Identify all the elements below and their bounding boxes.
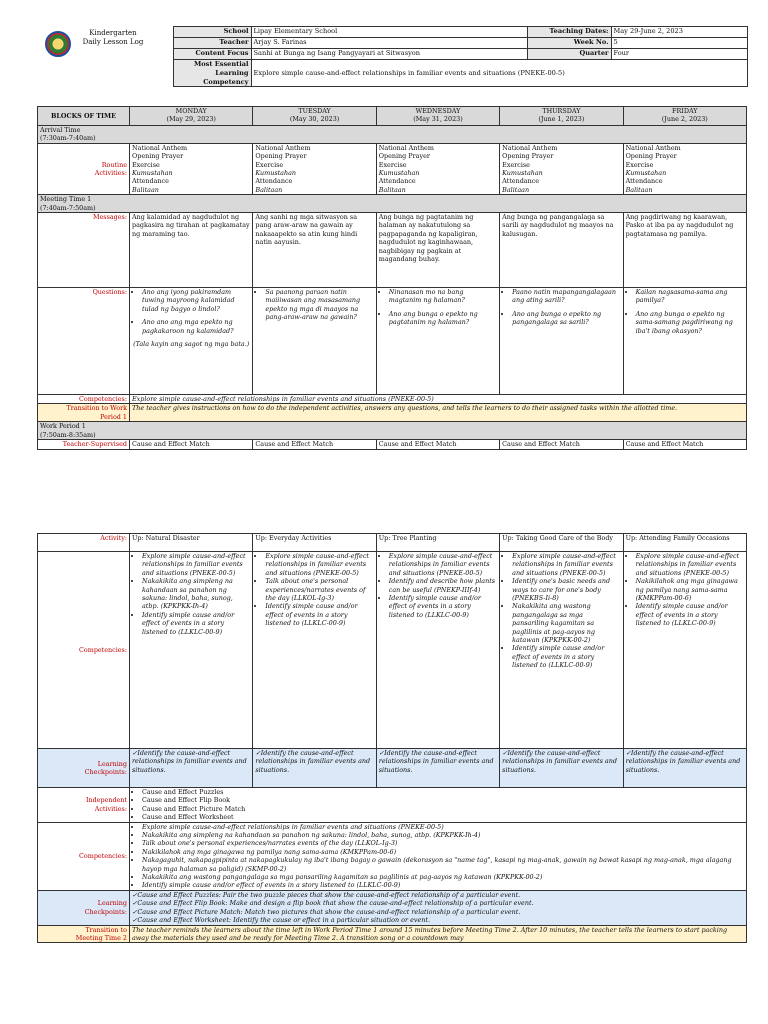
dates-label: Teaching Dates: <box>527 27 611 38</box>
questions-thursday: • Paano natin mapangangalagaan ang ating sarili? • Ano ang bunga o epekto ng pangangalaga sa sarili? <box>500 288 623 395</box>
transition-meeting-label: Transition to Meeting Time 2 <box>38 925 130 943</box>
meeting-time-1-row: Meeting Time 1 (7:40am-7:50am) <box>38 195 747 213</box>
questions-tuesday: • Sa paanong paraan natin maiiiwasan ang masasamang epekto ng mga di maayos na pang-araw-araw na gawain? <box>253 288 376 395</box>
page-title: Kindergarten Daily Lesson Log <box>82 28 144 46</box>
week-label: Week No. <box>527 38 611 49</box>
day-competencies-label: Competencies: <box>38 552 130 749</box>
messages-label: Messages: <box>38 213 130 288</box>
routine-label: Routine Activities: <box>38 143 130 194</box>
all-competencies-list: • Explore simple cause-and-effect relationships in familiar events and situations (PNEKE-00-5) • Nakakikita ang simpleng na kahandaan sa panahon ng sakuna: lindol, baha, sunog, atbp. (KPKPKK-Ih-4) • Talk about one's personal experiences/narrates events of the day (LLKOL-Ig-3) • Nakikilahok ang mga ginagawa ng pamilya nang sama-sama (KMKPPam-00-6) • Nakagaguhit, nakapagpipinta at nakapagkukulay ng iba't ibang bagay o gawain (dekorasyon sa "name tag", kasapi ng mag-anak, gawain ng bawat kasapi ng mag-anak, mga alagang hayop mga halaman sa paligid) (SKMP-00-2) • Nakakikita ang wastong pangangalaga sa mga pansariling kagamitan sa paglilinis at pag-aayos ng katawan (KPKPKK-00-2) • Identify simple cause and/or effect of events in a story listened to (LLKLC-00-9) <box>130 822 747 890</box>
activity-tuesday: Up: Everyday Activities <box>253 534 376 552</box>
school-label: School <box>173 27 251 38</box>
quarter-value: Four <box>611 49 747 60</box>
quarter-label: Quarter <box>527 49 611 60</box>
content-focus-label: Content Focus <box>173 49 251 60</box>
day-header-thursday: THURSDAY (June 1, 2023) <box>500 107 623 126</box>
melc-label: Most Essential Learning Competency <box>173 60 251 87</box>
activity-wednesday: Up: Tree Planting <box>376 534 499 552</box>
questions-monday: • Ano ang iyong pakiramdam tuwing mayroong kalamidad tulad ng bagyo o lindol? • Ano ano ang mga epekto ng pagkakaroon ng kalamidad? (Tala kayin ang sagot ng mga bata.) <box>130 288 253 395</box>
checkpoint-monday: ✓ Identify the cause-and-effect relationships in familiar events and situations. <box>130 749 253 788</box>
activity-thursday: Up: Taking Good Care of the Body <box>500 534 623 552</box>
teacher-label: Teacher <box>173 38 251 49</box>
header-table <box>37 26 748 87</box>
message-thursday: Ang bunga ng pangangalaga sa sarili ay nagdudulot ng maayos na kalusugan. <box>500 213 623 288</box>
all-checkpoints-list: ✓ Cause and Effect Puzzles: Pair the two puzzle pieces that show the cause-and-effect relationship of a particular event. ✓ Cause and Effect Flip Book: Make and design a flip book that show the cause-and-effect relationship of a particular event. ✓ Cause and Effect Picture Match: Match two pictures that show the cause-and-effect relationship of a particular event. ✓ Cause and Effect Worksheet: Identify the cause or effect in a particular situation or event. <box>130 890 747 925</box>
routine-cell: National Anthem Opening Prayer Exercise Kumustahan Attendance Balitaan <box>623 143 746 194</box>
teacher-supervised-label: Teacher-Supervised <box>38 440 130 449</box>
week-value: 5 <box>611 38 747 49</box>
checkpoint-wednesday: ✓ Identify the cause-and-effect relationships in familiar events and situations. <box>376 749 499 788</box>
message-friday: Ang pagdiriwang ng kaarawan, Pasko at iba pa ay nagdudulot ng pagtatamasa ng pamilya. <box>623 213 746 288</box>
competencies-text: Explore simple cause-and-effect relationships in familiar events and situations (PNEKE-00-5) <box>130 395 747 404</box>
questions-label: Questions: <box>38 288 130 395</box>
teacher-supervised-cell: Cause and Effect Match <box>500 440 623 449</box>
activity-label: Activity: <box>38 534 130 552</box>
day-header-wednesday: WEDNESDAY (May 31, 2023) <box>376 107 499 126</box>
school-value: Lipay Elementary School <box>251 27 527 38</box>
checkpoint-tuesday: ✓ Identify the cause-and-effect relationships in familiar events and situations. <box>253 749 376 788</box>
day-checkpoints-label: Learning Checkpoints: <box>38 749 130 788</box>
melc-value: Explore simple cause-and-effect relationships in familiar events and situations (PNEKE-00-5) <box>251 60 747 87</box>
activity-monday: Up: Natural Disaster <box>130 534 253 552</box>
day-header-friday: FRIDAY (June 2, 2023) <box>623 107 746 126</box>
arrival-time-row: Arrival Time (7:30am-7:40am) <box>38 126 747 144</box>
transition-work-text: The teacher gives instructions on how to do the independent activities, answers any questions, and tells the learners to do their assigned tasks within the allotted time. <box>130 404 747 422</box>
competencies-thursday: • Explore simple cause-and-effect relationships in familiar events and situations (PNEKE-00-5) • Identify one's basic needs and ways to care for one's body (PNEKBS-Ii-8) • Nakakikita ang wastong pangangalaga sa mga pansariling kagamitan sa paglilinis at pag-aayos ng katawan (KPKPKK-00-2) • Identify simple cause and/or effect of events in a story listened to (LLKLC-00-9) <box>500 552 623 749</box>
questions-friday: • Kailan nagsasama-sama ang pamilya? • Ano ang bunga o epekto ng sama-samang pagdiriwang ng iba't ibang okasyon? <box>623 288 746 395</box>
checkpoint-friday: ✓ Identify the cause-and-effect relationships in familiar events and situations. <box>623 749 746 788</box>
content-focus-value: Sanhi at Bunga ng Isang Pangyayari at Sitwasyon <box>251 49 527 60</box>
competencies-tuesday: • Explore simple cause-and-effect relationships in familiar events and situations (PNEKE-00-5) • Talk about one's personal experiences/narrates events of the day (LLKOL-Ig-3) • Identify simple cause and/or effect of events in a story listened to (LLKLC-00-9) <box>253 552 376 749</box>
competencies-wednesday: • Explore simple cause-and-effect relationships in familiar events and situations (PNEKE-00-5) • Identify and describe how plants can be useful (PNEKP-IIIf-4) • Identify simple cause and/or effect of events in a story listened to (LLKLC-00-9) <box>376 552 499 749</box>
competencies-label: Competencies: <box>38 395 130 404</box>
all-competencies-label: Competencies: <box>38 822 130 890</box>
dates-value: May 29-June 2, 2023 <box>611 27 747 38</box>
message-tuesday: Ang sanhi ng mga sitwasyon sa pang araw-araw na gawain ay nakaaapekto sa atin kung hindi natin aayusin. <box>253 213 376 288</box>
day-header-tuesday: TUESDAY (May 30, 2023) <box>253 107 376 126</box>
routine-cell: National Anthem Opening Prayer Exercise Kumustahan Attendance Balitaan <box>500 143 623 194</box>
routine-cell: National Anthem Opening Prayer Exercise Kumustahan Attendance Balitaan <box>130 143 253 194</box>
teacher-supervised-cell: Cause and Effect Match <box>130 440 253 449</box>
activity-friday: Up: Attending Family Occasions <box>623 534 746 552</box>
competencies-monday: • Explore simple cause-and-effect relationships in familiar events and situations (PNEKE-00-5) • Nakakikita ang simpleng na kahandaan sa panahon ng sakuna: lindol, baha, sunog, atbp. (KPKPKK-Ih-4) • Identify simple cause and/or effect of events in a story listened to (LLKLC-00-9) <box>130 552 253 749</box>
routine-cell: National Anthem Opening Prayer Exercise Kumustahan Attendance Balitaan <box>253 143 376 194</box>
teacher-supervised-cell: Cause and Effect Match <box>376 440 499 449</box>
teacher-value: Arjay S. Farinas <box>251 38 527 49</box>
independent-activities-label: Independent Activities: <box>38 788 130 823</box>
dll-table-top <box>37 106 747 450</box>
message-monday: Ang kalamidad ay nagdudulot ng pagkasira ng tirahan at pagkamatay ng maraming tao. <box>130 213 253 288</box>
checkpoint-thursday: ✓ Identify the cause-and-effect relationships in familiar events and situations. <box>500 749 623 788</box>
transition-work-label: Transition to Work Period 1 <box>38 404 130 422</box>
dll-table-bottom <box>37 533 747 943</box>
questions-wednesday: • Ninanasan mo na bang magtanim ng halaman? • Ano ang bunga o epekto ng pagtatanim ng halaman? <box>376 288 499 395</box>
routine-cell: National Anthem Opening Prayer Exercise Kumustahan Attendance Balitaan <box>376 143 499 194</box>
header-section <box>37 26 747 87</box>
deped-seal-icon <box>45 31 71 57</box>
work-period-1-row: Work Period 1 (7:50am-8:35am) <box>38 422 747 440</box>
message-wednesday: Ang bunga ng pagtatanim ng halaman ay nakatutulong sa pagpapaganda ng kapaligiran, nagdudulot ng kaginhawaan, nagbibigay ng pagkain at magandang buhay. <box>376 213 499 288</box>
transition-meeting-text: The teacher reminds the learners about the time left in Work Period Time 1 around 15 minutes before Meeting Time 2. After 10 minutes, the teacher tells the learners to start packing away the materials they used and be ready for Meeting Time 2. A transition song or a countdown may <box>130 925 747 943</box>
day-header-monday: MONDAY (May 29, 2023) <box>130 107 253 126</box>
teacher-supervised-cell: Cause and Effect Match <box>253 440 376 449</box>
all-checkpoints-label: Learning Checkpoints: <box>38 890 130 925</box>
blocks-of-time-heading: BLOCKS OF TIME <box>38 107 130 126</box>
competencies-friday: • Explore simple cause-and-effect relationships in familiar events and situations (PNEKE-00-5) • Nakikilahok ang mga ginagawa ng pamilya nang sama-sama (KMKPPam-00-6) • Identify simple cause and/or effect of events in a story listened to (LLKLC-00-9) <box>623 552 746 749</box>
teacher-supervised-cell: Cause and Effect Match <box>623 440 746 449</box>
independent-activities-list: • Cause and Effect Puzzles • Cause and Effect Flip Book • Cause and Effect Picture Match • Cause and Effect Worksheet <box>130 788 747 823</box>
